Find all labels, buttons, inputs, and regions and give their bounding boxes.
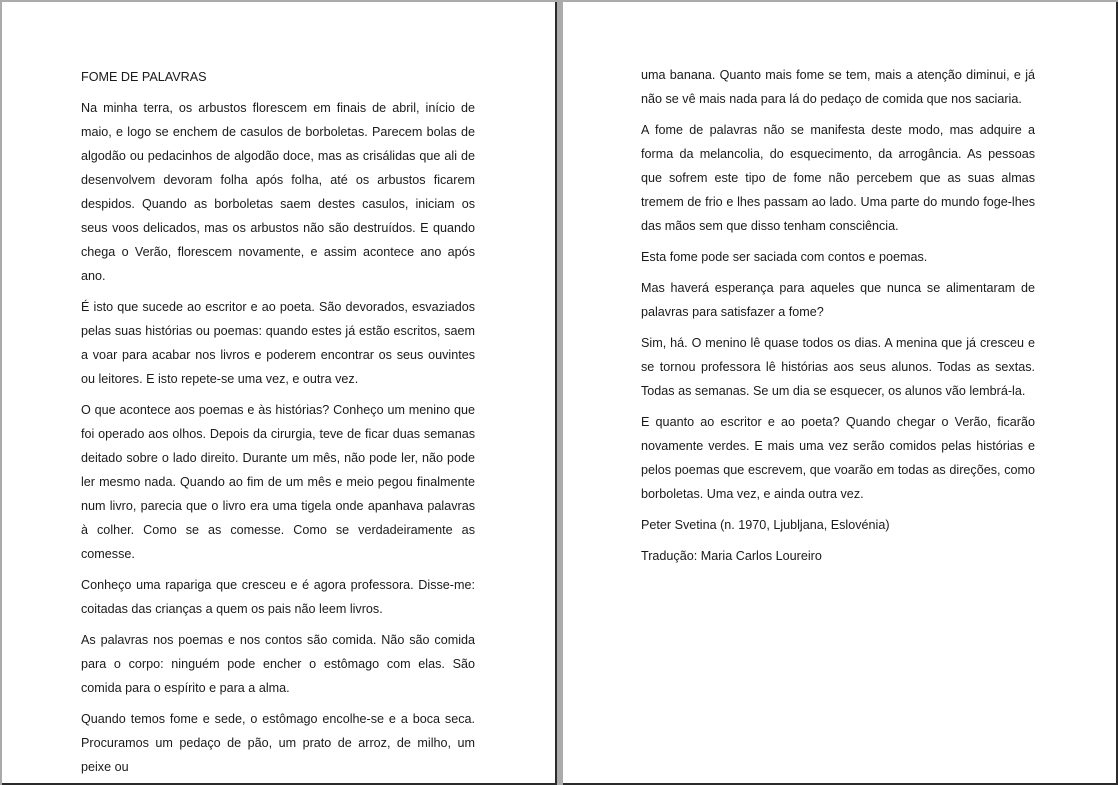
paragraph: Esta fome pode ser saciada com contos e poemas. [641, 250, 928, 264]
document-title: FOME DE PALAVRAS [81, 70, 207, 84]
paragraph: Quando temos fome e sede, o estômago encolhe-se e a boca seca. Procuramos um pedaço de pão, um prato de arroz, de milho, um peixe ou [81, 712, 475, 774]
page-2-text-body [641, 63, 1035, 575]
paragraph: O que acontece aos poemas e às histórias? Conheço um menino que foi operado aos olhos. Depois da cirurgia, teve de ficar duas semanas deitado sobre o lado direito. Durante um mês, não pode ler, não pode ler mesmo nada. Quando ao fim de um mês e meio pegou finalmente num livro, parecia que o livro era uma tigela onde apanhava palavras à colher. Como se as comesse. Como se verdadeiramente as comesse. [81, 403, 475, 561]
paragraph: Sim, há. O menino lê quase todos os dias. A menina que já cresceu e se tornou professora lê histórias aos seus alunos. Todas as sextas. Todas as semanas. Se um dia se esquecer, os alunos vão lembrá-la. [641, 336, 1035, 398]
paragraph: É isto que sucede ao escritor e ao poeta. São devorados, esvaziados pelas suas histórias ou poemas: quando estes já estão escritos, saem a voar para acabar nos livros e poderem encontrar os seus ouvintes ou leitores. E isto repete-se uma vez, e outra vez. [81, 300, 475, 386]
document-page-2 [563, 2, 1118, 785]
page-1-text-body [81, 65, 475, 785]
translation-credit: Tradução: Maria Carlos Loureiro [641, 549, 822, 563]
paragraph: Conheço uma rapariga que cresceu e é agora professora. Disse-me: coitadas das crianças a quem os pais não leem livros. [81, 578, 475, 616]
paragraph: uma banana. Quanto mais fome se tem, mais a atenção diminui, e já não se vê mais nada para lá do pedaço de comida que nos saciaria. [641, 68, 1035, 106]
paragraph: A fome de palavras não se manifesta deste modo, mas adquire a forma da melancolia, do esquecimento, da arrogância. As pessoas que sofrem este tipo de fome não percebem que as suas almas tremem de frio e lhes passam ao lado. Uma parte do mundo foge-lhes das mãos sem que disso tenham consciência. [641, 123, 1035, 233]
document-page-1 [2, 2, 557, 785]
paragraph: As palavras nos poemas e nos contos são comida. Não são comida para o corpo: ninguém pode encher o estômago com elas. São comida para o espírito e para a alma. [81, 633, 475, 695]
paragraph: E quanto ao escritor e ao poeta? Quando chegar o Verão, ficarão novamente verdes. E mais uma vez serão comidos pelas histórias e pelos poemas que escrevem, que voarão em todas as direções, como borboletas. Uma vez, e ainda outra vez. [641, 415, 1035, 501]
paragraph: Mas haverá esperança para aqueles que nunca se alimentaram de palavras para satisfazer a fome? [641, 281, 1035, 319]
paragraph: Na minha terra, os arbustos florescem em finais de abril, início de maio, e logo se enchem de casulos de borboletas. Parecem bolas de algodão ou pedacinhos de algodão doce, mas as crisálidas que ali de desenvolvem devoram folha após folha, até os arbustos ficarem despidos. Quando as borboletas saem destes casulos, iniciam os seus voos delicados, mas os arbustos não são destruídos. E quando chega o Verão, florescem novamente, e assim acontece ano após ano. [81, 101, 475, 283]
author-credit: Peter Svetina (n. 1970, Ljubljana, Eslovénia) [641, 518, 890, 532]
